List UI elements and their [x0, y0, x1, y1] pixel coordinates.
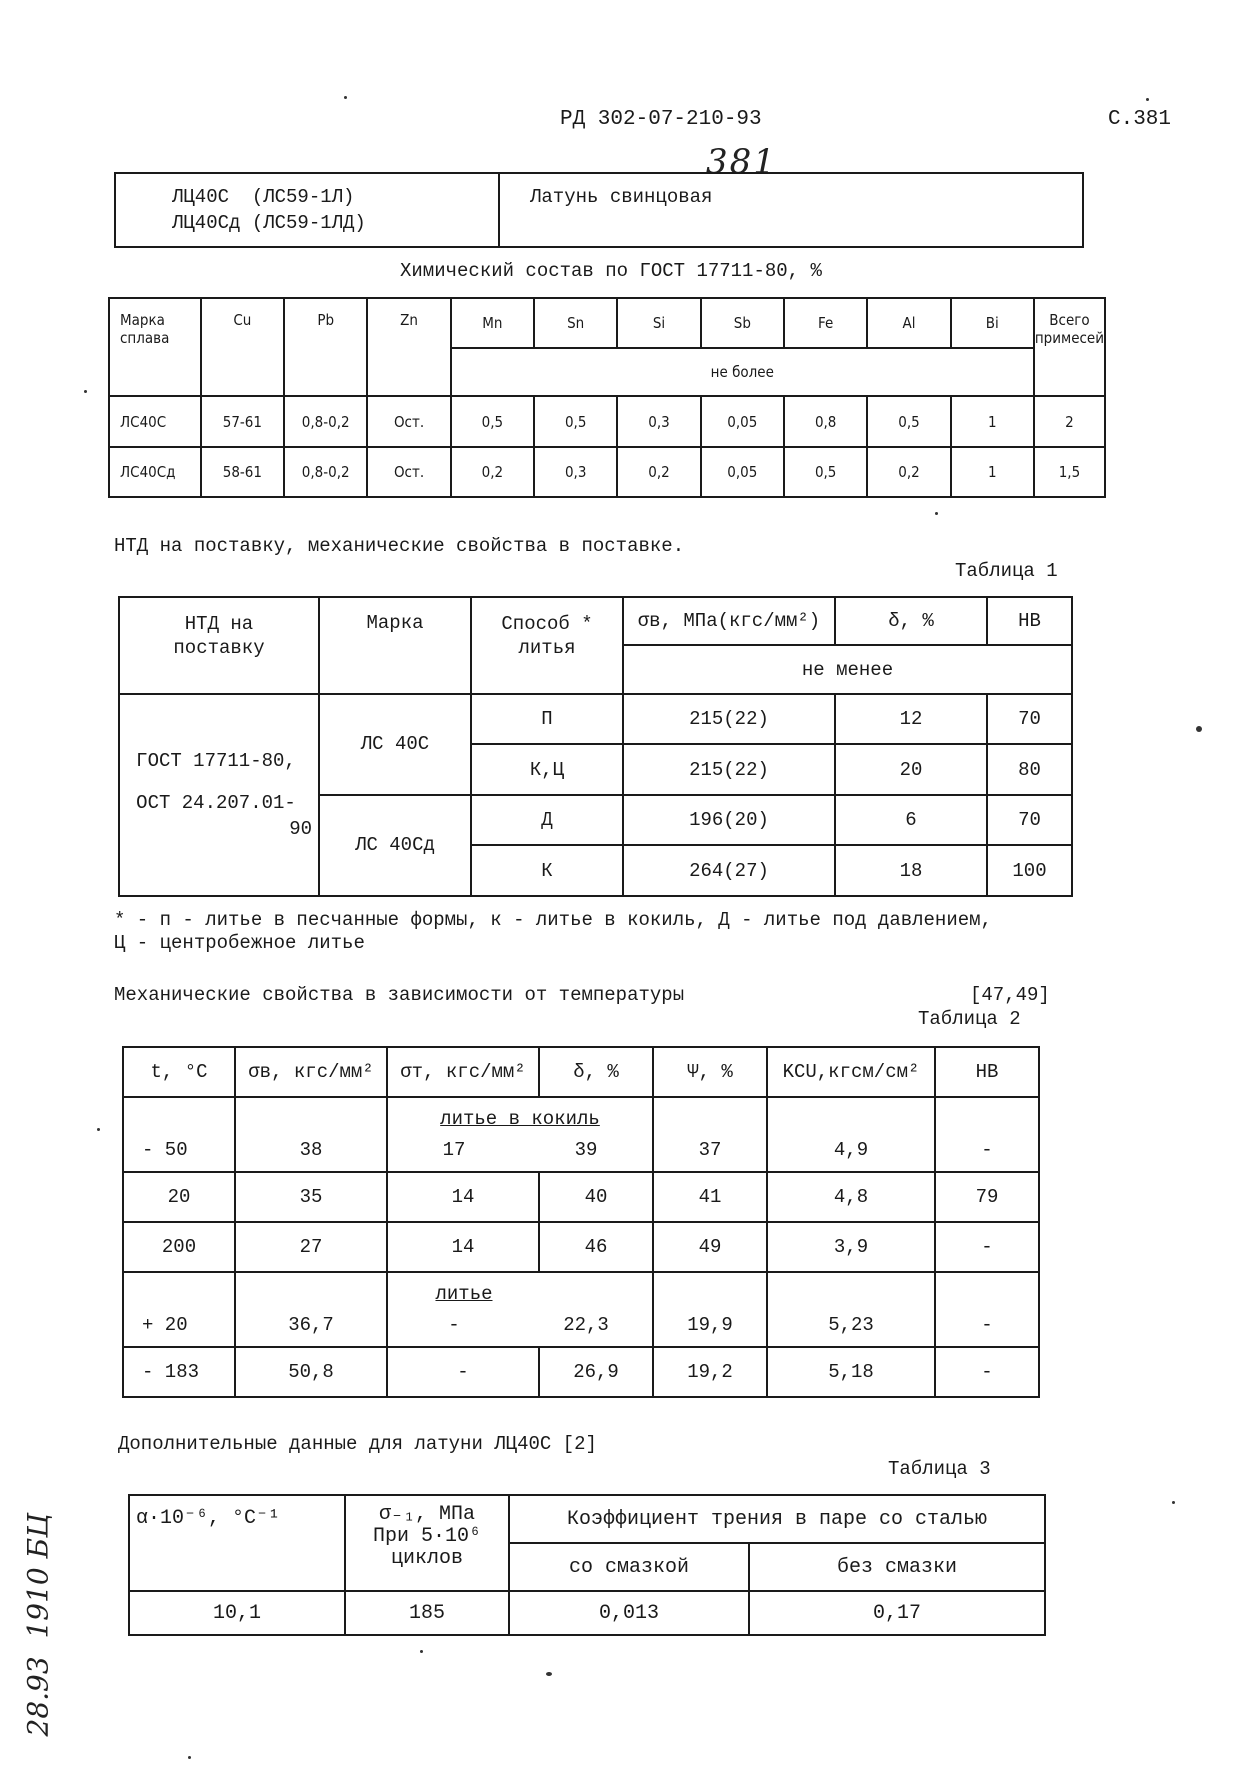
chem-cell: 0,2	[617, 447, 700, 497]
t2-cell: 26,9	[539, 1347, 653, 1397]
chem-h-mn-label: Mn	[482, 314, 503, 333]
t3-row	[129, 1591, 1045, 1635]
document-code: РД 302-07-210-93	[560, 108, 762, 131]
t2-h-kcu-label: KCU,кгсм/см²	[782, 1061, 920, 1084]
chem-h-si-label: Si	[652, 314, 666, 333]
t1-cell: 100	[987, 845, 1072, 896]
t1-h-ntd	[119, 597, 319, 694]
t3-cell: 10,1	[129, 1591, 345, 1635]
t2-h-hb-label: HB	[975, 1061, 999, 1084]
t2-h-sigma-b-label: σв, кгс/мм²	[248, 1061, 374, 1084]
grade-names-cell	[115, 173, 499, 247]
t1-row	[119, 694, 1072, 745]
grade-box	[114, 172, 1084, 248]
t2-cell: 19,2	[653, 1347, 767, 1397]
chem-row	[109, 396, 1105, 446]
t2-ref: [47,49]	[970, 984, 1050, 1006]
table-3	[128, 1494, 1046, 1636]
t2-cell: -	[935, 1222, 1039, 1272]
chem-cell: 0,05	[701, 396, 784, 446]
t1-label: Таблица 1	[955, 560, 1058, 582]
t2-group-label: литье в кокиль	[440, 1108, 600, 1131]
t2-cell: 200	[123, 1222, 235, 1272]
t1-ntd-line: ГОСТ 17711-80,	[136, 749, 296, 772]
t3-h-friction-label: Коэффициент трения в паре со сталью	[566, 1507, 988, 1531]
chem-h-al	[867, 298, 950, 348]
grade-description: Латунь свинцовая	[530, 186, 713, 208]
t1-cell: К	[471, 845, 623, 896]
handwritten-page-number: 381	[706, 142, 777, 182]
t1-mark-cell	[319, 795, 471, 896]
t2-h-delta-label: δ, %	[573, 1061, 619, 1084]
t3-label: Таблица 3	[888, 1458, 991, 1480]
chem-cell: 58-61	[201, 447, 284, 497]
scan-speck	[1196, 726, 1202, 732]
scan-speck	[344, 96, 347, 99]
t2-cell-value: -	[448, 1313, 460, 1336]
t2-cell-value: 17	[442, 1138, 466, 1161]
t2-cell: 14	[387, 1172, 539, 1222]
t2-cell: -	[387, 1347, 539, 1397]
page-number: С.381	[1108, 108, 1172, 131]
chem-cell: ЛС40Сд	[109, 447, 201, 497]
scan-speck	[84, 390, 87, 393]
t1-cell: 12	[835, 694, 987, 745]
chem-h-pb-label: Pb	[317, 311, 335, 329]
chem-title: Химический состав по ГОСТ 17711-80, %	[400, 260, 822, 282]
t1-ntd-line: 90	[289, 817, 312, 840]
scan-speck	[1146, 98, 1149, 101]
t2-h-delta	[539, 1047, 653, 1097]
chem-h-bi	[951, 298, 1034, 348]
t1-footnote-2: Ц - центробежное литье	[114, 932, 365, 954]
chem-cell: Ост.	[367, 396, 450, 446]
chem-cell: ЛС40С	[109, 396, 201, 446]
chem-h-grade-label: Марка сплава	[120, 311, 170, 347]
t2-cell: 36,7	[235, 1272, 387, 1346]
t3-h-without-label: без смазки	[836, 1555, 958, 1579]
t2-cell: 4,9	[767, 1097, 935, 1171]
t2-row	[123, 1172, 1039, 1222]
t1-cell: 215(22)	[623, 694, 835, 745]
grade-name-1: ЛЦ40С (ЛС59-1Л)	[172, 186, 355, 208]
chem-table	[108, 297, 1106, 498]
t1-cell: 70	[987, 694, 1072, 745]
chem-h-total-label: Всего примесей	[1034, 311, 1104, 347]
chem-cell: 0,8-0,2	[284, 396, 367, 446]
chem-cell: 0,2	[867, 447, 950, 497]
t1-h-hb-label: HB	[1018, 610, 1041, 633]
grade-description-cell	[499, 173, 1083, 247]
grade-name-2: ЛЦ40Сд (ЛС59-1ЛД)	[172, 212, 366, 234]
t1-intro: НТД на поставку, механические свойства в поставке.	[114, 535, 685, 557]
chem-cell: 1,5	[1034, 447, 1105, 497]
t1-subheader-label: не менее	[801, 658, 894, 681]
t1-h-mark	[319, 597, 471, 694]
t2-cell: -	[935, 1272, 1039, 1346]
t1-ntd-cell	[119, 694, 319, 896]
t3-h-alpha-label: α·10⁻⁶, °C⁻¹	[136, 1507, 281, 1530]
t1-h-hb	[987, 597, 1072, 645]
t2-h-temp	[123, 1047, 235, 1097]
t3-intro: Дополнительные данные для латуни ЛЦ40С [2]	[118, 1433, 597, 1455]
scan-speck	[188, 1756, 191, 1759]
t1-cell: 70	[987, 795, 1072, 846]
t2-cell: 27	[235, 1222, 387, 1272]
t2-cell: 14	[387, 1222, 539, 1272]
t2-label: Таблица 2	[918, 1008, 1021, 1030]
t3-h-without	[749, 1543, 1045, 1591]
t3-h-sigma	[345, 1495, 509, 1591]
t2-row	[123, 1347, 1039, 1397]
scan-speck	[97, 1128, 100, 1131]
t3-h-with	[509, 1543, 749, 1591]
t2-h-sigma-t	[387, 1047, 539, 1097]
scan-speck	[935, 512, 938, 515]
chem-cell: Ост.	[367, 447, 450, 497]
chem-h-fe-label: Fe	[818, 314, 834, 333]
chem-cell: 1	[951, 396, 1034, 446]
chem-cell: 0,5	[451, 396, 534, 446]
t1-h-delta	[835, 597, 987, 645]
t3-h-sigma-label: При 5·10⁶	[372, 1525, 482, 1548]
t1-mark-label: ЛС 40С	[360, 733, 430, 756]
t1-h-mark-label: Марка	[366, 612, 424, 634]
t1-cell: 196(20)	[623, 795, 835, 846]
t2-cell: 4,8	[767, 1172, 935, 1222]
t1-h-method	[471, 597, 623, 694]
scan-speck	[1172, 1501, 1175, 1504]
t2-cell: 20	[123, 1172, 235, 1222]
chem-cell: 0,2	[451, 447, 534, 497]
t2-cell: 3,9	[767, 1222, 935, 1272]
t2-cell: 79	[935, 1172, 1039, 1222]
t2-h-sigma-b	[235, 1047, 387, 1097]
chem-h-cu-label: Cu	[233, 311, 252, 329]
t1-cell: 18	[835, 845, 987, 896]
chem-cell: 0,8-0,2	[284, 447, 367, 497]
t2-cell: 40	[539, 1172, 653, 1222]
t2-cell-value: 39	[574, 1138, 598, 1161]
chem-h-mn	[451, 298, 534, 348]
t2-cell: -	[935, 1347, 1039, 1397]
t2-group-label: литье	[435, 1283, 493, 1306]
t1-footnote-1: * - п - литье в песчанные формы, к - литье в кокиль, Д - литье под давлением,	[114, 909, 992, 931]
chem-cell: 0,05	[701, 447, 784, 497]
chem-row	[109, 447, 1105, 497]
t2-cell	[387, 1272, 653, 1346]
t2-cell: 5,18	[767, 1347, 935, 1397]
t2-cell: 35	[235, 1172, 387, 1222]
chem-h-total	[1034, 298, 1105, 396]
t2-cell-value: 22,3	[563, 1313, 609, 1336]
t1-h-sigma-label: σв, МПа(кгс/мм²)	[637, 610, 821, 633]
chem-h-sb	[701, 298, 784, 348]
t1-cell: К,Ц	[471, 744, 623, 795]
chem-h-bi-label: Bi	[985, 314, 999, 333]
t1-h-ntd-label: НТД на поставку	[173, 613, 265, 659]
t2-h-temp-label: t, °C	[150, 1061, 208, 1084]
chem-h-sn-label: Sn	[567, 314, 585, 333]
t2-row	[123, 1272, 1039, 1346]
t1-cell: П	[471, 694, 623, 745]
chem-h-sb-label: Sb	[733, 314, 751, 333]
t2-cell: 38	[235, 1097, 387, 1171]
chem-cell: 0,8	[784, 396, 867, 446]
chem-h-al-label: Al	[902, 314, 916, 333]
chem-h-cu	[201, 298, 284, 396]
t2-h-psi-label: Ψ, %	[687, 1061, 733, 1084]
chem-cell: 0,3	[617, 396, 700, 446]
margin-note: 28.93 1910 БЦ	[21, 1513, 55, 1737]
t3-h-sigma-label: циклов	[390, 1547, 463, 1570]
t2-row	[123, 1222, 1039, 1272]
t1-h-method-label: Способ * литья	[501, 613, 593, 659]
t2-cell: - 50	[123, 1097, 235, 1171]
t1-cell: 80	[987, 744, 1072, 795]
t2-cell: 41	[653, 1172, 767, 1222]
t2-row	[123, 1097, 1039, 1171]
t2-cell: 50,8	[235, 1347, 387, 1397]
t3-cell: 185	[345, 1591, 509, 1635]
t1-mark-cell	[319, 694, 471, 795]
t2-h-sigma-t-label: σт, кгс/мм²	[400, 1061, 526, 1084]
chem-h-si	[617, 298, 700, 348]
t3-h-with-label: со смазкой	[568, 1555, 690, 1579]
t1-cell: 6	[835, 795, 987, 846]
chem-cell: 2	[1034, 396, 1105, 446]
t1-h-sigma	[623, 597, 835, 645]
chem-h-zn-label: Zn	[400, 311, 418, 329]
t3-h-sigma-label: σ₋₁, МПа	[378, 1503, 476, 1526]
chem-cell: 0,5	[867, 396, 950, 446]
chem-cell: 57-61	[201, 396, 284, 446]
t1-cell: 215(22)	[623, 744, 835, 795]
t2-cell: + 20	[123, 1272, 235, 1346]
chem-subheader-label: не более	[710, 363, 774, 382]
chem-subheader	[451, 348, 1034, 396]
t2-cell: - 183	[123, 1347, 235, 1397]
chem-h-sn	[534, 298, 617, 348]
t3-h-friction	[509, 1495, 1045, 1543]
t2-cell: 49	[653, 1222, 767, 1272]
t2-cell: 5,23	[767, 1272, 935, 1346]
t3-cell: 0,17	[749, 1591, 1045, 1635]
t3-cell: 0,013	[509, 1591, 749, 1635]
t2-cell: 37	[653, 1097, 767, 1171]
t2-cell	[387, 1097, 653, 1171]
chem-cell: 0,5	[534, 396, 617, 446]
t2-h-kcu	[767, 1047, 935, 1097]
t2-cell: -	[935, 1097, 1039, 1171]
scan-speck	[420, 1650, 423, 1653]
t1-cell: 20	[835, 744, 987, 795]
t1-cell: Д	[471, 795, 623, 846]
t2-cell: 46	[539, 1222, 653, 1272]
scan-speck	[546, 1672, 552, 1676]
chem-h-pb	[284, 298, 367, 396]
t1-mark-label: ЛС 40Сд	[355, 834, 435, 857]
t2-h-psi	[653, 1047, 767, 1097]
chem-h-fe	[784, 298, 867, 348]
t2-h-hb	[935, 1047, 1039, 1097]
chem-cell: 0,3	[534, 447, 617, 497]
table-1	[118, 596, 1073, 897]
chem-cell: 1	[951, 447, 1034, 497]
chem-h-zn	[367, 298, 450, 396]
t1-h-delta-label: δ, %	[888, 610, 934, 633]
t1-subheader	[623, 645, 1072, 693]
table-2	[122, 1046, 1040, 1398]
t1-ntd-line: ОСТ 24.207.01-	[136, 791, 296, 814]
t2-intro: Механические свойства в зависимости от температуры	[114, 984, 685, 1006]
t2-cell: 19,9	[653, 1272, 767, 1346]
t1-cell: 264(27)	[623, 845, 835, 896]
t3-h-alpha	[129, 1495, 345, 1591]
chem-cell: 0,5	[784, 447, 867, 497]
chem-h-grade	[109, 298, 201, 396]
